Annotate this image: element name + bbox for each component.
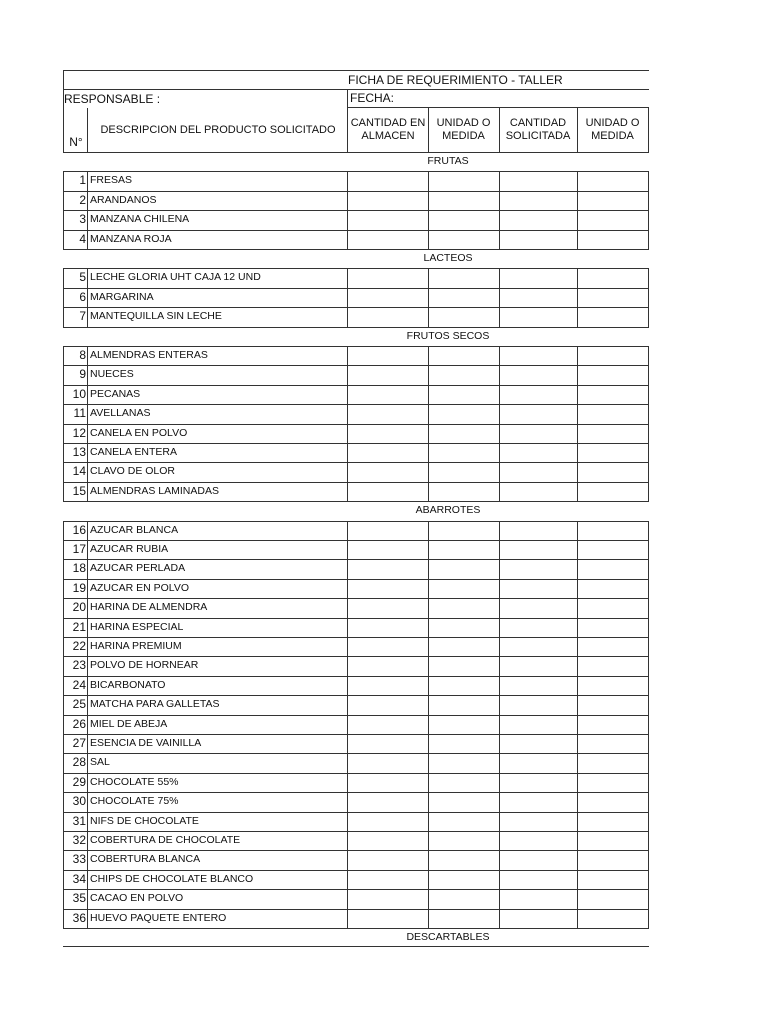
unit-cell[interactable] [429,870,499,889]
col-header-stock-qty-line2: ALMACEN [361,130,415,142]
unit-cell[interactable] [429,715,499,734]
stock-qty-cell[interactable] [348,637,428,656]
item-description: MANZANA CHILENA [90,213,190,226]
item-number: 35 [72,891,86,906]
item-description: ALMENDRAS ENTERAS [90,349,208,361]
requested-qty-cell[interactable] [500,540,577,559]
unit-cell[interactable] [429,210,499,229]
header-line-2 [63,89,649,90]
unit-cell[interactable] [429,618,499,637]
header-line-top [63,70,649,71]
unit-cell[interactable] [429,482,499,501]
column-line [347,521,348,929]
header-vline-desc [347,89,348,153]
column-line [499,171,500,250]
column-line [577,346,578,502]
unit-cell-2[interactable] [578,540,648,559]
item-number: 12 [72,425,86,440]
unit-cell[interactable] [429,773,499,792]
requested-qty-cell[interactable] [500,288,577,307]
item-description: HARINA PREMIUM [90,640,182,652]
unit-cell-2[interactable] [578,676,648,695]
item-description: CACAO EN POLVO [90,892,184,905]
item-description: CANELA EN POLVO [90,426,188,439]
unit-cell-2[interactable] [578,307,648,326]
stock-qty-cell[interactable] [348,230,428,249]
unit-cell[interactable] [429,540,499,559]
column-line [347,346,348,502]
unit-cell[interactable] [429,909,499,928]
unit-cell[interactable] [429,792,499,811]
item-number: 3 [79,212,86,227]
unit-cell[interactable] [429,559,499,578]
item-description: CANELA ENTERA [90,446,177,458]
col-header-description: DESCRIPCION DEL PRODUCTO SOLICITADO [100,123,336,136]
unit-cell-2[interactable] [578,521,648,540]
item-description: POLVO DE HORNEAR [90,659,199,672]
requested-qty-cell[interactable] [500,210,577,229]
item-description: AVELLANAS [90,407,151,420]
requested-qty-cell[interactable] [500,676,577,695]
column-line [499,346,500,502]
unit-cell-2[interactable] [578,346,648,365]
column-line [499,521,500,929]
unit-cell[interactable] [429,365,499,384]
item-number: 4 [79,231,86,246]
unit-cell-2[interactable] [578,618,648,637]
item-number: 34 [72,871,86,886]
unit-cell-2[interactable] [578,870,648,889]
col-header-unit-1-line1: UNIDAD O [436,117,491,129]
requested-qty-cell[interactable] [500,870,577,889]
unit-cell[interactable] [429,734,499,753]
item-number: 26 [72,716,86,731]
item-number: 2 [79,192,86,207]
stock-qty-cell[interactable] [348,540,428,559]
item-description: NIFS DE CHOCOLATE [90,814,199,827]
column-line [648,268,649,328]
stock-qty-cell[interactable] [348,346,428,365]
unit-cell[interactable] [429,695,499,714]
requested-qty-cell[interactable] [500,346,577,365]
stock-qty-cell[interactable] [348,909,428,928]
item-number: 1 [79,173,86,188]
requested-qty-cell[interactable] [500,753,577,772]
unit-cell-2[interactable] [578,773,648,792]
unit-cell-2[interactable] [578,462,648,481]
stock-qty-cell[interactable] [348,521,428,540]
unit-cell-2[interactable] [578,850,648,869]
section-end-line [63,946,649,947]
unit-cell-2[interactable] [578,695,648,714]
unit-cell-2[interactable] [578,812,648,831]
col-header-requested-qty [499,108,577,152]
item-description: ESENCIA DE VAINILLA [90,737,202,749]
item-number: 14 [72,464,86,479]
header-vline-c3 [577,108,578,153]
requested-qty-cell[interactable] [500,909,577,928]
item-number: 17 [72,542,86,556]
column-line [428,521,429,929]
requested-qty-cell[interactable] [500,598,577,617]
unit-cell-2[interactable] [578,753,648,772]
item-number: 21 [72,619,86,634]
requested-qty-cell[interactable] [500,443,577,462]
column-line [63,171,64,250]
stock-qty-cell[interactable] [348,307,428,326]
unit-cell[interactable] [429,637,499,656]
item-description: CHIPS DE CHOCOLATE BLANCO [90,872,254,885]
section-title: DESCARTABLES [406,931,490,943]
stock-qty-cell[interactable] [348,598,428,617]
item-description: FRESAS [90,174,133,187]
item-description: ALMENDRAS LAMINADAS [90,484,219,497]
unit-cell[interactable] [429,462,499,481]
item-description: CLAVO DE OLOR [90,465,175,478]
unit-cell-2[interactable] [578,656,648,675]
requested-qty-cell[interactable] [500,268,577,287]
item-description: MATCHA PARA GALLETAS [90,698,220,711]
section-title: FRUTOS SECOS [406,329,490,342]
col-header-unit-1 [428,108,499,152]
unit-cell[interactable] [429,850,499,869]
col-header-stock-qty-line1: CANTIDAD EN [350,117,426,129]
unit-cell[interactable] [429,171,499,190]
requested-qty-cell[interactable] [500,656,577,675]
requested-qty-cell[interactable] [500,191,577,210]
unit-cell-2[interactable] [578,889,648,908]
stock-qty-cell[interactable] [348,850,428,869]
stock-qty-cell[interactable] [348,831,428,850]
column-line [648,171,649,250]
section-title: ABARROTES [415,504,481,517]
stock-qty-cell[interactable] [348,656,428,675]
item-description: PECANAS [90,387,141,400]
requested-qty-cell[interactable] [500,734,577,753]
requested-qty-cell[interactable] [500,637,577,656]
unit-cell-2[interactable] [578,598,648,617]
column-line [577,171,578,250]
item-number: 25 [72,697,86,712]
column-line [347,268,348,328]
column-line [577,521,578,929]
column-line [87,521,88,929]
section-title: LACTEOS [423,252,473,264]
requested-qty-cell[interactable] [500,618,577,637]
item-number: 36 [72,910,86,925]
item-number: 5 [79,270,86,285]
unit-cell[interactable] [429,191,499,210]
requested-qty-cell[interactable] [500,850,577,869]
requested-qty-cell[interactable] [500,559,577,578]
stock-qty-cell[interactable] [348,424,428,443]
item-number: 31 [72,813,86,828]
stock-qty-cell[interactable] [348,753,428,772]
item-description: CHOCOLATE 55% [90,775,179,788]
item-number: 22 [72,639,86,653]
column-line [648,521,649,929]
item-number: 8 [79,348,86,362]
item-description: HARINA DE ALMENDRA [90,601,208,614]
unit-cell[interactable] [429,443,499,462]
item-number: 23 [72,658,86,673]
requested-qty-cell[interactable] [500,307,577,326]
column-line [428,171,429,250]
unit-cell-2[interactable] [578,831,648,850]
requested-qty-cell[interactable] [500,521,577,540]
unit-cell-2[interactable] [578,559,648,578]
col-header-unit-2-line2: MEDIDA [591,130,634,142]
unit-cell[interactable] [429,346,499,365]
item-description: HUEVO PAQUETE ENTERO [90,911,227,924]
item-number: 10 [72,386,86,401]
col-header-unit-1-line2: MEDIDA [442,130,485,142]
item-description: LECHE GLORIA UHT CAJA 12 UND [90,271,261,284]
unit-cell[interactable] [429,404,499,423]
unit-cell-2[interactable] [578,637,648,656]
requested-qty-cell[interactable] [500,462,577,481]
item-number: 29 [72,774,86,789]
item-number: 28 [72,755,86,770]
item-description: CHOCOLATE 75% [90,795,179,808]
column-line [428,268,429,328]
item-description: NUECES [90,368,134,381]
col-header-unit-2-line1: UNIDAD O [585,117,640,129]
item-description: MANTEQUILLA SIN LECHE [90,310,222,323]
unit-cell-2[interactable] [578,579,648,598]
fecha-label: FECHA: [350,91,395,105]
unit-cell[interactable] [429,424,499,443]
responsable-label: RESPONSABLE : [64,92,161,106]
stock-qty-cell[interactable] [348,695,428,714]
stock-qty-cell[interactable] [348,559,428,578]
item-number: 9 [79,367,86,382]
item-number: 7 [79,309,86,324]
requested-qty-cell[interactable] [500,773,577,792]
unit-cell-2[interactable] [578,171,648,190]
item-number: 11 [73,406,86,421]
stock-qty-cell[interactable] [348,210,428,229]
item-number: 20 [72,600,86,615]
header-vline-left [63,70,64,153]
requested-qty-cell[interactable] [500,889,577,908]
item-number: 16 [72,522,86,537]
col-header-requested-qty-line2: SOLICITADA [505,130,571,142]
item-description: AZUCAR RUBIA [90,543,169,555]
unit-cell-2[interactable] [578,365,648,384]
requested-qty-cell[interactable] [500,792,577,811]
item-number: 24 [72,677,86,692]
item-description: MIEL DE ABEJA [90,717,168,730]
requested-qty-cell[interactable] [500,171,577,190]
item-number: 32 [72,833,86,847]
sheet-title: FICHA DE REQUERIMIENTO - TALLER [348,73,563,87]
stock-qty-cell[interactable] [348,268,428,287]
unit-cell-2[interactable] [578,210,648,229]
unit-cell[interactable] [429,385,499,404]
header-vline-c2 [499,108,500,153]
column-line [87,268,88,328]
item-number: 33 [72,852,86,867]
requested-qty-cell[interactable] [500,579,577,598]
header-vline-c1 [428,108,429,153]
item-description: SAL [90,756,110,769]
stock-qty-cell[interactable] [348,889,428,908]
col-header-stock-qty [348,108,428,152]
stock-qty-cell[interactable] [348,715,428,734]
item-description: AZUCAR EN POLVO [90,581,189,594]
stock-qty-cell[interactable] [348,404,428,423]
column-line [577,268,578,328]
requested-qty-cell[interactable] [500,365,577,384]
item-description: MARGARINA [90,290,154,303]
section-title: FRUTAS [427,155,469,167]
column-line [428,346,429,502]
requested-qty-cell[interactable] [500,812,577,831]
col-header-requested-qty-line1: CANTIDAD [509,117,567,129]
stock-qty-cell[interactable] [348,618,428,637]
item-description: MANZANA ROJA [90,232,172,245]
item-number: 13 [72,445,86,459]
requested-qty-cell[interactable] [500,695,577,714]
unit-cell[interactable] [429,753,499,772]
item-description: COBERTURA BLANCA [90,853,201,866]
unit-cell-2[interactable] [578,909,648,928]
requested-qty-cell[interactable] [500,482,577,501]
unit-cell-2[interactable] [578,482,648,501]
unit-cell[interactable] [429,521,499,540]
item-description: BICARBONATO [90,678,166,691]
requested-qty-cell[interactable] [500,385,577,404]
column-line [63,521,64,929]
stock-qty-cell[interactable] [348,288,428,307]
item-number: 19 [72,580,86,595]
item-description: AZUCAR BLANCA [90,523,179,536]
unit-cell[interactable] [429,579,499,598]
stock-qty-cell[interactable] [348,734,428,753]
stock-qty-cell[interactable] [348,812,428,831]
unit-cell[interactable] [429,268,499,287]
stock-qty-cell[interactable] [348,191,428,210]
unit-cell[interactable] [429,812,499,831]
item-description: HARINA ESPECIAL [90,620,184,633]
stock-qty-cell[interactable] [348,385,428,404]
unit-cell[interactable] [429,288,499,307]
col-header-num: N° [69,135,83,149]
column-line [347,171,348,250]
item-description: ARANDANOS [90,193,157,206]
column-line [63,346,64,502]
column-line [87,171,88,250]
item-number: 18 [72,561,86,576]
unit-cell[interactable] [429,230,499,249]
item-description: AZUCAR PERLADA [90,562,186,575]
unit-cell-2[interactable] [578,715,648,734]
item-number: 27 [72,736,86,750]
column-line [63,268,64,328]
item-description: COBERTURA DE CHOCOLATE [90,834,241,846]
header-vline-right [648,108,649,153]
stock-qty-cell[interactable] [348,792,428,811]
requested-qty-cell[interactable] [500,424,577,443]
item-number: 30 [72,794,86,809]
unit-cell-2[interactable] [578,404,648,423]
header-vline-num [87,108,88,153]
unit-cell[interactable] [429,831,499,850]
unit-cell-2[interactable] [578,191,648,210]
unit-cell-2[interactable] [578,792,648,811]
unit-cell-2[interactable] [578,268,648,287]
requested-qty-cell[interactable] [500,230,577,249]
unit-cell[interactable] [429,676,499,695]
unit-cell-2[interactable] [578,385,648,404]
unit-cell[interactable] [429,598,499,617]
stock-qty-cell[interactable] [348,870,428,889]
item-number: 15 [72,483,86,498]
stock-qty-cell[interactable] [348,462,428,481]
stock-qty-cell[interactable] [348,482,428,501]
stock-qty-cell[interactable] [348,365,428,384]
unit-cell-2[interactable] [578,288,648,307]
item-number: 6 [79,289,86,304]
unit-cell[interactable] [429,656,499,675]
col-header-unit-2 [577,108,648,152]
unit-cell-2[interactable] [578,734,648,753]
column-line [87,346,88,502]
unit-cell-2[interactable] [578,443,648,462]
column-line [648,346,649,502]
column-line [499,268,500,328]
requested-qty-cell[interactable] [500,715,577,734]
unit-cell-2[interactable] [578,230,648,249]
requested-qty-cell[interactable] [500,831,577,850]
stock-qty-cell[interactable] [348,171,428,190]
stock-qty-cell[interactable] [348,443,428,462]
stock-qty-cell[interactable] [348,676,428,695]
unit-cell[interactable] [429,889,499,908]
unit-cell[interactable] [429,307,499,326]
stock-qty-cell[interactable] [348,773,428,792]
requested-qty-cell[interactable] [500,404,577,423]
unit-cell-2[interactable] [578,424,648,443]
stock-qty-cell[interactable] [348,579,428,598]
